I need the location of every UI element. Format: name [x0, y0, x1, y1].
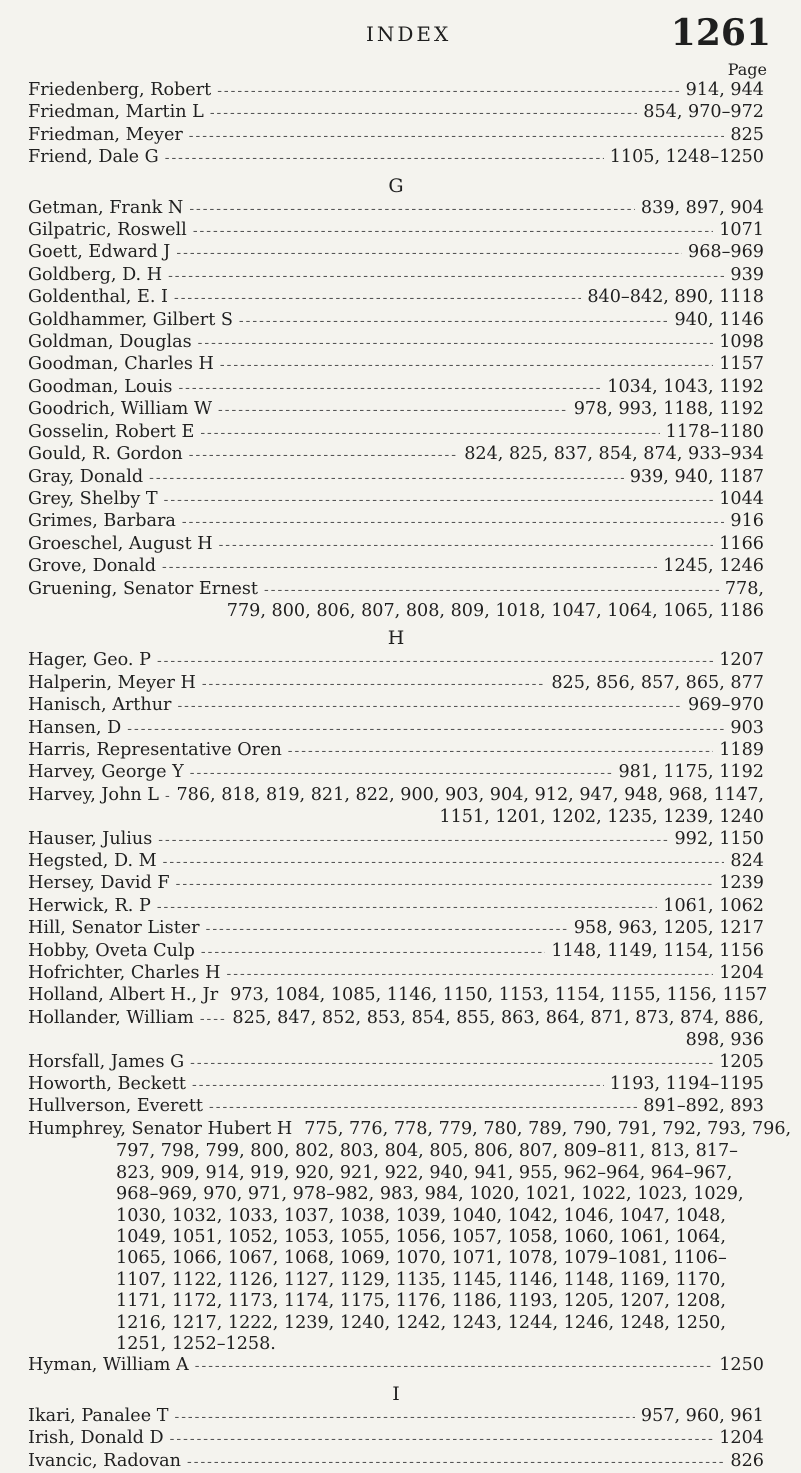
index-entry [28, 511, 764, 533]
dot-leader [176, 243, 682, 264]
entry-name: Holland, Albert H., Jr [28, 985, 219, 1006]
index-entry [28, 1118, 792, 1355]
index-entry [28, 265, 764, 287]
dot-leader [189, 199, 635, 220]
dot-leader [168, 266, 724, 287]
entry-pages: 824 [730, 851, 764, 871]
index-entry [28, 489, 764, 511]
page-number: 1261 [670, 12, 771, 54]
entry-name: Gruening, Senator Ernest [28, 578, 258, 599]
dot-leader [157, 897, 657, 918]
entry-name: Ivancic, Radovan [28, 1450, 181, 1471]
entry-pages-continued: 779, 800, 806, 807, 808, 809, 1018, 1047, 1064, 1065, 1186 [226, 600, 764, 621]
index-entry [28, 1355, 764, 1377]
index-entry [28, 1008, 764, 1052]
dot-leader [190, 763, 613, 784]
index-entry [28, 695, 764, 717]
entry-name: Hyman, William A [28, 1355, 189, 1376]
dot-leader [163, 852, 725, 873]
index-entry [28, 377, 764, 399]
entry-pages: 957, 960, 961 [640, 1405, 764, 1426]
entry-pages: 778, [724, 578, 764, 599]
dot-leader [127, 719, 724, 740]
entry-pages: 916 [730, 511, 764, 532]
entry-pages: 1178–1180 [665, 421, 764, 442]
entry-pages: 1044 [719, 488, 764, 509]
entry-name: Hollander, William [28, 1007, 194, 1028]
section-letter: H [387, 627, 405, 650]
entry-pages: 1250 [719, 1355, 764, 1376]
entry-name: Harvey, George Y [28, 762, 184, 783]
entry-pages: 825, 847, 852, 853, 854, 855, 863, 864, 871, 873, 874, 886, [232, 1007, 764, 1028]
entry-name: Hill, Senator Lister [28, 918, 200, 939]
entry-name: Hegsted, D. M [28, 851, 157, 871]
dot-leader [219, 535, 714, 556]
index-entry [28, 399, 764, 421]
entry-name: Gray, Donald [28, 466, 144, 487]
entry-name: Harvey, John L [28, 784, 159, 805]
entry-name: Hager, Geo. P [28, 650, 151, 671]
index-entry [28, 332, 764, 354]
section-letter: I [392, 1382, 400, 1405]
dot-leader [227, 964, 714, 985]
dot-leader [195, 1356, 713, 1377]
entry-name: Herwick, R. P [28, 895, 151, 916]
index-entry [28, 873, 764, 895]
entry-pages-continued: 1151, 1201, 1202, 1235, 1239, 1240 [439, 807, 764, 828]
entry-name: Groeschel, August H [28, 533, 213, 554]
index-entry [28, 740, 764, 762]
dot-leader [209, 1097, 637, 1118]
entry-pages: 824, 825, 837, 854, 874, 933–934 [464, 444, 764, 465]
entry-name: Grove, Donald [28, 556, 157, 577]
dot-leader [198, 333, 714, 354]
index-entry [28, 785, 764, 829]
dot-leader [201, 942, 545, 963]
index-entry [28, 941, 764, 963]
entry-name: Goodman, Charles H [28, 354, 214, 375]
page-column-heading: Page [727, 60, 767, 79]
entry-pages: 973, 1084, 1085, 1146, 1150, 1153, 1154, 1155, 1156, 1157 [230, 985, 768, 1006]
dot-leader [220, 355, 713, 376]
entry-name: Howorth, Beckett [28, 1074, 186, 1095]
index-entry [28, 556, 764, 578]
index-entry [28, 579, 764, 623]
entry-name: Hansen, D [28, 717, 122, 738]
dot-leader [206, 919, 568, 940]
dot-leader [174, 288, 581, 309]
entry-pages: 891–892, 893 [643, 1096, 764, 1117]
index-entry [28, 310, 764, 332]
entry-pages: 968–969 [688, 242, 764, 263]
index-entry [28, 147, 764, 169]
dot-leader [187, 1452, 724, 1473]
entry-name: Grey, Shelby T [28, 488, 158, 509]
dot-leader [210, 103, 637, 124]
dot-leader [218, 400, 568, 421]
entry-pages: 940, 1146 [674, 309, 764, 330]
dot-leader [202, 674, 546, 695]
entry-name: Irish, Donald D [28, 1428, 164, 1449]
entry-pages: 840–842, 890, 1118 [587, 287, 764, 308]
entry-pages: 825, 856, 857, 865, 877 [551, 672, 764, 693]
dot-leader [170, 1429, 714, 1450]
dot-leader [288, 741, 713, 762]
index-entry [28, 673, 764, 695]
entry-name: Harris, Representative Oren [28, 739, 282, 760]
entry-pages-continued: 797, 798, 799, 800, 802, 803, 804, 805, 806, 807, 809–811, 813, 817–823, 909, 914, 919, 920, 921, 922, 940, 941, 955, 962–964, 964–967, 968–969, 970, 971, 978–982, 983, 984, 1020, 1021, 1022, 1023, 1029, 1030, 1032, 1033, 1037, 1038, 1039, 1040, 1042, 1046, 1047, 1048, 1049, 1051, 1052, 1053, 1055, 1056, 1057, 1058, 1060, 1061, 1064, 1065, 1066, 1067, 1068, 1069, 1070, 1071, 1078, 1079–1081, 1106–1107, 1122, 1126, 1127, 1129, 1135, 1145, 1146, 1148, 1169, 1170, 1171, 1172, 1173, 1174, 1175, 1176, 1186, 1193, 1205, 1207, 1208, 1216, 1217, 1222, 1239, 1240, 1242, 1243, 1244, 1246, 1248, 1250, 1251, 1252–1258. [116, 1141, 744, 1354]
dot-leader [178, 378, 601, 399]
entry-name: Hullverson, Everett [28, 1096, 203, 1117]
entry-name: Goodrich, William W [28, 399, 213, 420]
entry-pages: 1157 [719, 354, 764, 375]
index-entry [28, 718, 764, 740]
entry-name: Friedman, Meyer [28, 124, 183, 145]
dot-leader [189, 445, 458, 466]
entry-name: Ikari, Panalee T [28, 1405, 169, 1426]
entry-pages: 1061, 1062 [663, 895, 764, 916]
index-entry [28, 896, 764, 918]
entry-name: Halperin, Meyer H [28, 672, 196, 693]
entry-name: Goett, Edward J [28, 242, 171, 263]
dot-leader [189, 126, 725, 147]
entry-pages: 1204 [719, 1428, 764, 1449]
entry-name: Goldenthal, E. I [28, 287, 168, 308]
index-entry [28, 220, 764, 242]
entry-pages: 1189 [719, 739, 764, 760]
dot-leader [239, 311, 669, 332]
entry-pages: 978, 993, 1188, 1192 [573, 399, 764, 420]
entry-name: Horsfall, James G [28, 1051, 185, 1072]
entry-pages: 1207 [719, 650, 764, 671]
entry-name: Friedman, Martin L [28, 102, 204, 123]
entry-pages: 1205 [719, 1051, 764, 1072]
index-entry [28, 829, 764, 851]
entry-name: Friedenberg, Robert [28, 80, 212, 100]
entry-name: Gould, R. Gordon [28, 444, 183, 465]
entry-name: Gosselin, Robert E [28, 421, 195, 442]
dot-leader [157, 651, 713, 672]
entry-name: Hauser, Julius [28, 828, 153, 849]
dot-leader [190, 1053, 713, 1074]
entry-pages: 786, 818, 819, 821, 822, 900, 903, 904, 912, 947, 948, 968, 1147, [176, 784, 764, 805]
entry-name: Humphrey, Senator Hubert H [28, 1118, 293, 1139]
index-entry [28, 762, 764, 784]
index-entry [28, 80, 764, 102]
index-entry [28, 851, 764, 873]
running-title: INDEX [366, 22, 452, 46]
index-entry [28, 198, 764, 220]
entry-name: Friend, Dale G [28, 147, 159, 168]
entry-pages: 939 [730, 264, 764, 285]
entry-pages: 1148, 1149, 1154, 1156 [551, 940, 764, 961]
entry-pages: 914, 944 [685, 80, 764, 100]
index-entry [28, 1428, 764, 1450]
page-header [0, 12, 801, 58]
index-entry [28, 354, 764, 376]
index-entry [28, 242, 764, 264]
entry-name: Getman, Frank N [28, 197, 184, 218]
entry-name: Hobby, Oveta Culp [28, 940, 195, 961]
dot-leader [176, 874, 714, 895]
entry-name: Hofrichter, Charles H [28, 963, 221, 984]
entry-pages: 981, 1175, 1192 [618, 762, 764, 783]
index-entry [28, 1052, 764, 1074]
entry-name: Grimes, Barbara [28, 511, 176, 532]
index-list [28, 80, 792, 1473]
entry-name: Goodman, Louis [28, 376, 173, 397]
entry-pages: 1071 [719, 220, 764, 241]
entry-pages: 839, 897, 904 [640, 197, 764, 218]
entry-name: Goldman, Douglas [28, 332, 192, 353]
entry-pages: 903 [730, 717, 764, 738]
entry-name: Goldhammer, Gilbert S [28, 309, 233, 330]
index-entry [28, 125, 764, 147]
entry-pages: 775, 776, 778, 779, 780, 789, 790, 791, 792, 793, 796, [304, 1118, 792, 1139]
entry-pages-continued: 898, 936 [685, 1030, 764, 1051]
index-entry [28, 422, 764, 444]
dot-leader [192, 1075, 604, 1096]
index-entry [28, 534, 764, 556]
entry-pages: 969–970 [688, 695, 764, 716]
index-entry [28, 1451, 764, 1473]
entry-pages: 958, 963, 1205, 1217 [573, 918, 764, 939]
entry-pages: 1245, 1246 [663, 556, 764, 577]
entry-pages: 1098 [719, 332, 764, 353]
entry-pages: 1034, 1043, 1192 [607, 376, 764, 397]
entry-name: Hersey, David F [28, 873, 170, 894]
dot-leader [264, 580, 719, 601]
entry-name: Gilpatric, Roswell [28, 220, 187, 241]
dot-leader [162, 557, 657, 578]
index-entry [28, 444, 764, 466]
dot-leader [200, 423, 659, 444]
dot-leader [182, 512, 725, 533]
dot-leader [165, 148, 604, 169]
entry-name: Goldberg, D. H [28, 264, 163, 285]
entry-pages: 1204 [719, 963, 764, 984]
dot-leader [217, 81, 679, 102]
entry-name: Hanisch, Arthur [28, 695, 172, 716]
dot-leader [165, 786, 170, 807]
index-entry [28, 985, 768, 1007]
dot-leader [193, 221, 713, 242]
index-entry [28, 287, 764, 309]
index-entry [28, 102, 764, 124]
section-letter: G [388, 174, 404, 197]
entry-pages: 1166 [719, 533, 764, 554]
entry-pages: 939, 940, 1187 [629, 466, 764, 487]
dot-leader [164, 490, 714, 511]
index-entry [28, 1096, 764, 1118]
entry-pages: 1105, 1248–1250 [609, 147, 764, 168]
entry-pages: 826 [730, 1450, 764, 1471]
entry-pages: 825 [730, 124, 764, 145]
index-entry [28, 963, 764, 985]
dot-leader [158, 830, 668, 851]
dot-leader [149, 468, 624, 489]
dot-leader [177, 696, 682, 717]
index-entry [28, 467, 764, 489]
dot-leader [200, 1009, 227, 1030]
entry-pages: 854, 970–972 [643, 102, 764, 123]
index-entry [28, 918, 764, 940]
entry-pages: 992, 1150 [674, 828, 764, 849]
entry-pages: 1193, 1194–1195 [609, 1074, 764, 1095]
entry-pages: 1239 [719, 873, 764, 894]
index-entry [28, 1074, 764, 1096]
index-entry [28, 650, 764, 672]
